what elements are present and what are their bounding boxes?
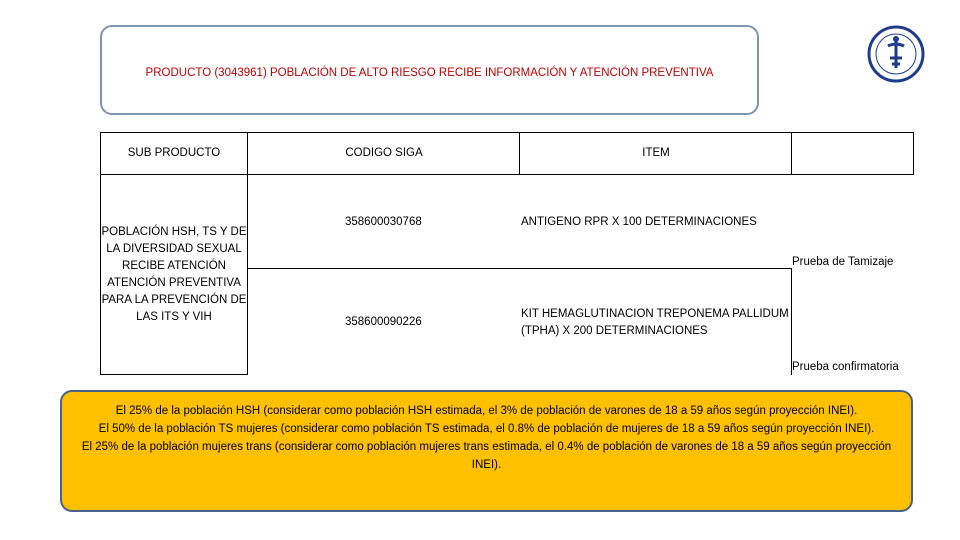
item-row-2: KIT HEMAGLUTINACION TREPONEMA PALLIDUM (TPHA) X 200 DETERMINACIONES [521,308,789,337]
sub-producto-value: POBLACIÓN HSH, TS Y DE LA DIVERSIDAD SEXUAL RECIBE ATENCIÓN ATENCIÓN PREVENTIVA PARA LA PREVENCIÓN DE LAS ITS Y VIH [101,226,247,323]
header-item: ITEM [642,147,670,159]
note-line-trans: El 25% de la población mujeres trans (considerar como población mujeres trans estimada, el 0.4% de población de varones de 18 a 59 años según proyección INEI). [81,441,892,471]
codigo-row-2: 358600090226 [345,316,422,328]
item-row-1: ANTIGENO RPR X 100 DETERMINACIONES [521,216,757,228]
note-text [70,402,903,474]
note-line-ts: El 50% de la población TS mujeres (considerar como población TS estimada, el 0.8% de población de mujeres de 18 a 59 años según proyección INEI). [98,423,875,435]
note-line-hsh: El 25% de la población HSH (considerar como población HSH estimada, el 3% de población de varones de 18 a 59 años según proyección INEI). [115,405,858,417]
tipo-row-2: Prueba confirmatoria [792,361,899,373]
tipo-row-1: Prueba de Tamizaje [792,256,894,268]
note-box [60,390,913,512]
institution-seal-icon [866,24,926,84]
header-codigo-siga: CODIGO SIGA [345,147,423,159]
codigo-row-1: 358600030768 [345,216,422,228]
title-box [100,25,759,115]
page-title: PRODUCTO (3043961) POBLACIÓN DE ALTO RIESGO RECIBE INFORMACIÓN Y ATENCIÓN PREVENTIVA [145,67,714,79]
header-sub-producto: SUB PRODUCTO [127,147,221,159]
